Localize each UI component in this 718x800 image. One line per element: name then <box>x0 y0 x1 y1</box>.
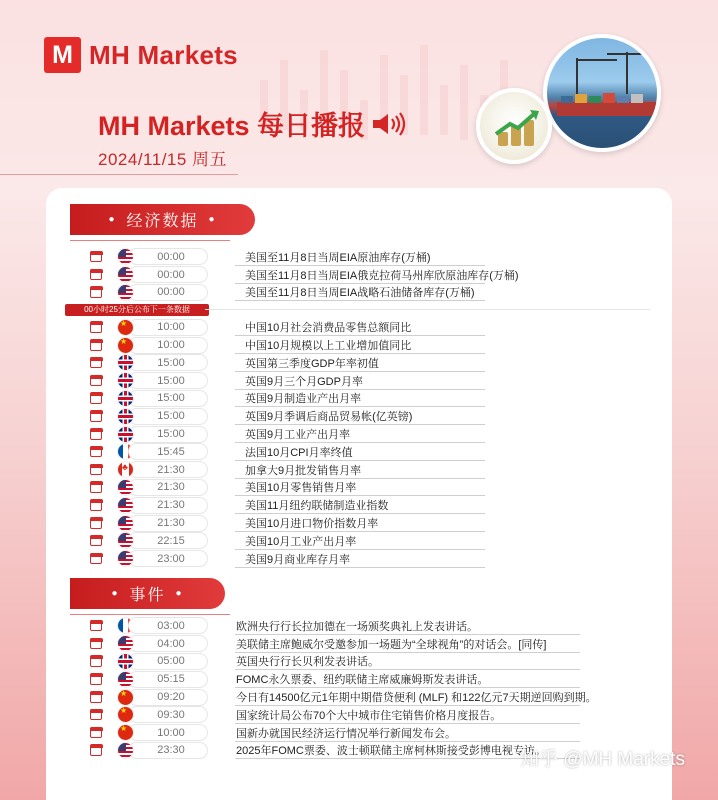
time-label: 04:00 <box>129 636 207 651</box>
time-label: 10:00 <box>129 320 207 335</box>
calendar-icon <box>90 464 102 475</box>
brand-name: MH Markets <box>89 39 238 70</box>
row-divider <box>235 567 485 568</box>
calendar-icon <box>90 500 102 511</box>
calendar-icon <box>90 674 102 685</box>
logo-mark: M <box>44 37 81 73</box>
countdown-row <box>84 301 650 318</box>
economic-data-list <box>84 248 650 568</box>
time-label: 22:15 <box>129 533 207 548</box>
flag-cn-icon <box>118 690 133 705</box>
event-description: 欧洲央行行长拉加德在一场颁奖典礼上发表讲话。 <box>236 620 478 633</box>
calendar-icon <box>90 482 102 493</box>
calendar-icon <box>90 745 102 756</box>
list-item <box>90 354 650 372</box>
calendar-icon <box>90 287 102 298</box>
event-description: 中国10月社会消费品零售总额同比 <box>245 322 412 335</box>
calendar-icon <box>90 553 102 564</box>
speaker-icon <box>371 111 409 137</box>
event-description: 美国10月进口物价指数月率 <box>245 518 379 531</box>
event-description: 英国9月季调后商品贸易帐(亿英镑) <box>245 411 413 424</box>
list-item <box>90 635 650 653</box>
calendar-icon <box>90 727 102 738</box>
flag-us-icon <box>118 743 133 758</box>
time-label: 15:00 <box>129 409 207 424</box>
port-photo <box>543 34 661 152</box>
list-item <box>90 461 650 479</box>
time-label: 23:00 <box>129 551 207 566</box>
time-label: 15:00 <box>129 355 207 370</box>
time-label: 03:00 <box>129 618 207 633</box>
time-label: 21:30 <box>129 498 207 513</box>
event-description: 中国10月规模以上工业增加值同比 <box>245 340 412 353</box>
list-item <box>90 479 650 497</box>
flag-cn-icon <box>118 320 133 335</box>
list-item <box>90 407 650 425</box>
time-label: 05:00 <box>129 654 207 669</box>
calendar-icon <box>90 518 102 529</box>
calendar-icon <box>90 692 102 703</box>
calendar-icon <box>90 357 102 368</box>
flag-gb-icon <box>118 654 133 669</box>
flag-gb-icon <box>118 391 133 406</box>
calendar-icon <box>90 620 102 631</box>
list-item <box>90 390 650 408</box>
time-label: 10:00 <box>129 725 207 740</box>
flag-us-icon <box>118 516 133 531</box>
calendar-icon <box>90 446 102 457</box>
list-item <box>90 248 650 266</box>
event-description: 英国9月工业产出月率 <box>245 429 351 442</box>
header-divider <box>0 174 238 175</box>
event-description: 加拿大9月批发销售月率 <box>245 464 362 477</box>
flag-gb-icon <box>118 427 133 442</box>
list-item <box>90 532 650 550</box>
time-label: 21:30 <box>129 480 207 495</box>
time-label: 00:00 <box>129 285 207 300</box>
time-label: 09:30 <box>129 707 207 722</box>
list-item <box>90 318 650 336</box>
event-description: 美国至11月8日当周EIA俄克拉荷马州库欣原油库存(万桶) <box>245 269 519 282</box>
list-item <box>90 336 650 354</box>
section-label: 事件 <box>129 587 166 604</box>
flag-us-icon <box>118 498 133 513</box>
list-item <box>90 670 650 688</box>
time-label: 23:30 <box>129 743 207 758</box>
watermark: 知乎 @MH Markets <box>520 749 685 770</box>
flag-us-icon <box>118 672 133 687</box>
time-label: 09:20 <box>129 690 207 705</box>
time-label: 00:00 <box>129 267 207 282</box>
list-item <box>90 284 650 302</box>
event-description: 美国至11月8日当周EIA原油库存(万桶) <box>245 251 431 264</box>
countdown-divider <box>205 309 650 310</box>
title-text: MH Markets 每日播报 <box>98 111 366 141</box>
calendar-icon <box>90 322 102 333</box>
list-item <box>90 653 650 671</box>
event-description: 法国10月CPI月率终值 <box>245 446 353 459</box>
calendar-icon <box>90 535 102 546</box>
list-item <box>90 425 650 443</box>
list-item <box>90 372 650 390</box>
list-item <box>90 550 650 568</box>
flag-us-icon <box>118 285 133 300</box>
time-label: 15:00 <box>129 373 207 388</box>
time-label: 15:45 <box>129 444 207 459</box>
event-description: 英国央行行长贝利发表讲话。 <box>236 656 379 669</box>
event-description: 今日有14500亿元1年期中期借贷便利 (MLF) 和122亿元7天期逆回购到期。 <box>236 692 597 705</box>
time-label: 15:00 <box>129 427 207 442</box>
list-item <box>90 514 650 532</box>
event-description: 国家统计局公布70个大中城市住宅销售价格月度报告。 <box>236 709 502 722</box>
section-label: 经济数据 <box>126 213 199 230</box>
section-underline <box>70 240 230 241</box>
section-underline <box>70 614 230 615</box>
coin-growth-photo <box>476 88 552 164</box>
section-economic-data: ● 经济数据 ● <box>70 204 255 235</box>
event-description: 英国第三季度GDP年率初值 <box>245 357 379 370</box>
time-label: 05:15 <box>129 672 207 687</box>
calendar-icon <box>90 709 102 720</box>
page-title <box>98 104 409 143</box>
event-description: 美国10月工业产出月率 <box>245 535 357 548</box>
list-item <box>90 496 650 514</box>
calendar-icon <box>90 251 102 262</box>
event-description: 美国11月纽约联储制造业指数 <box>245 500 389 513</box>
calendar-icon <box>90 375 102 386</box>
time-label: 00:00 <box>129 249 207 264</box>
event-description: 美国10月零售销售月率 <box>245 482 357 495</box>
event-description: 美联储主席鲍威尔受邀参加一场题为“全球视角”的对话会。[同传] <box>236 638 547 651</box>
list-item <box>90 706 650 724</box>
brand-logo <box>44 37 238 73</box>
calendar-icon <box>90 340 102 351</box>
event-description: FOMC永久票委、纽约联储主席威廉姆斯发表讲话。 <box>236 674 489 687</box>
time-label: 21:30 <box>129 516 207 531</box>
time-label: 15:00 <box>129 391 207 406</box>
event-description: 2025年FOMC票委、波士顿联储主席柯林斯接受彭博电视专访。 <box>236 745 546 758</box>
report-date: 2024/11/15 周五 <box>98 150 228 169</box>
event-description: 国新办就国民经济运行情况举行新闻发布会。 <box>236 727 456 740</box>
time-label: 21:30 <box>129 462 207 477</box>
countdown-banner: 00小时25分后公布下一条数据 <box>65 304 209 316</box>
calendar-icon <box>90 429 102 440</box>
calendar-icon <box>90 638 102 649</box>
section-events: ● 事件 ● <box>70 578 225 609</box>
event-description: 美国9月商业库存月率 <box>245 553 351 566</box>
flag-gb-icon <box>118 409 133 424</box>
list-item <box>90 443 650 461</box>
list-item <box>90 688 650 706</box>
flag-us-icon <box>118 480 133 495</box>
calendar-icon <box>90 269 102 280</box>
events-list <box>90 617 650 759</box>
event-description: 英国9月三个月GDP月率 <box>245 375 363 388</box>
calendar-icon <box>90 656 102 667</box>
growth-arrow-icon <box>494 108 540 138</box>
calendar-icon <box>90 393 102 404</box>
list-item <box>90 724 650 742</box>
list-item <box>90 617 650 635</box>
event-description: 美国至11月8日当周EIA战略石油储备库存(万桶) <box>245 287 475 300</box>
time-label: 10:00 <box>129 338 207 353</box>
calendar-icon <box>90 411 102 422</box>
event-description: 英国9月制造业产出月率 <box>245 393 362 406</box>
flag-cn-icon <box>118 338 133 353</box>
list-item <box>90 266 650 284</box>
